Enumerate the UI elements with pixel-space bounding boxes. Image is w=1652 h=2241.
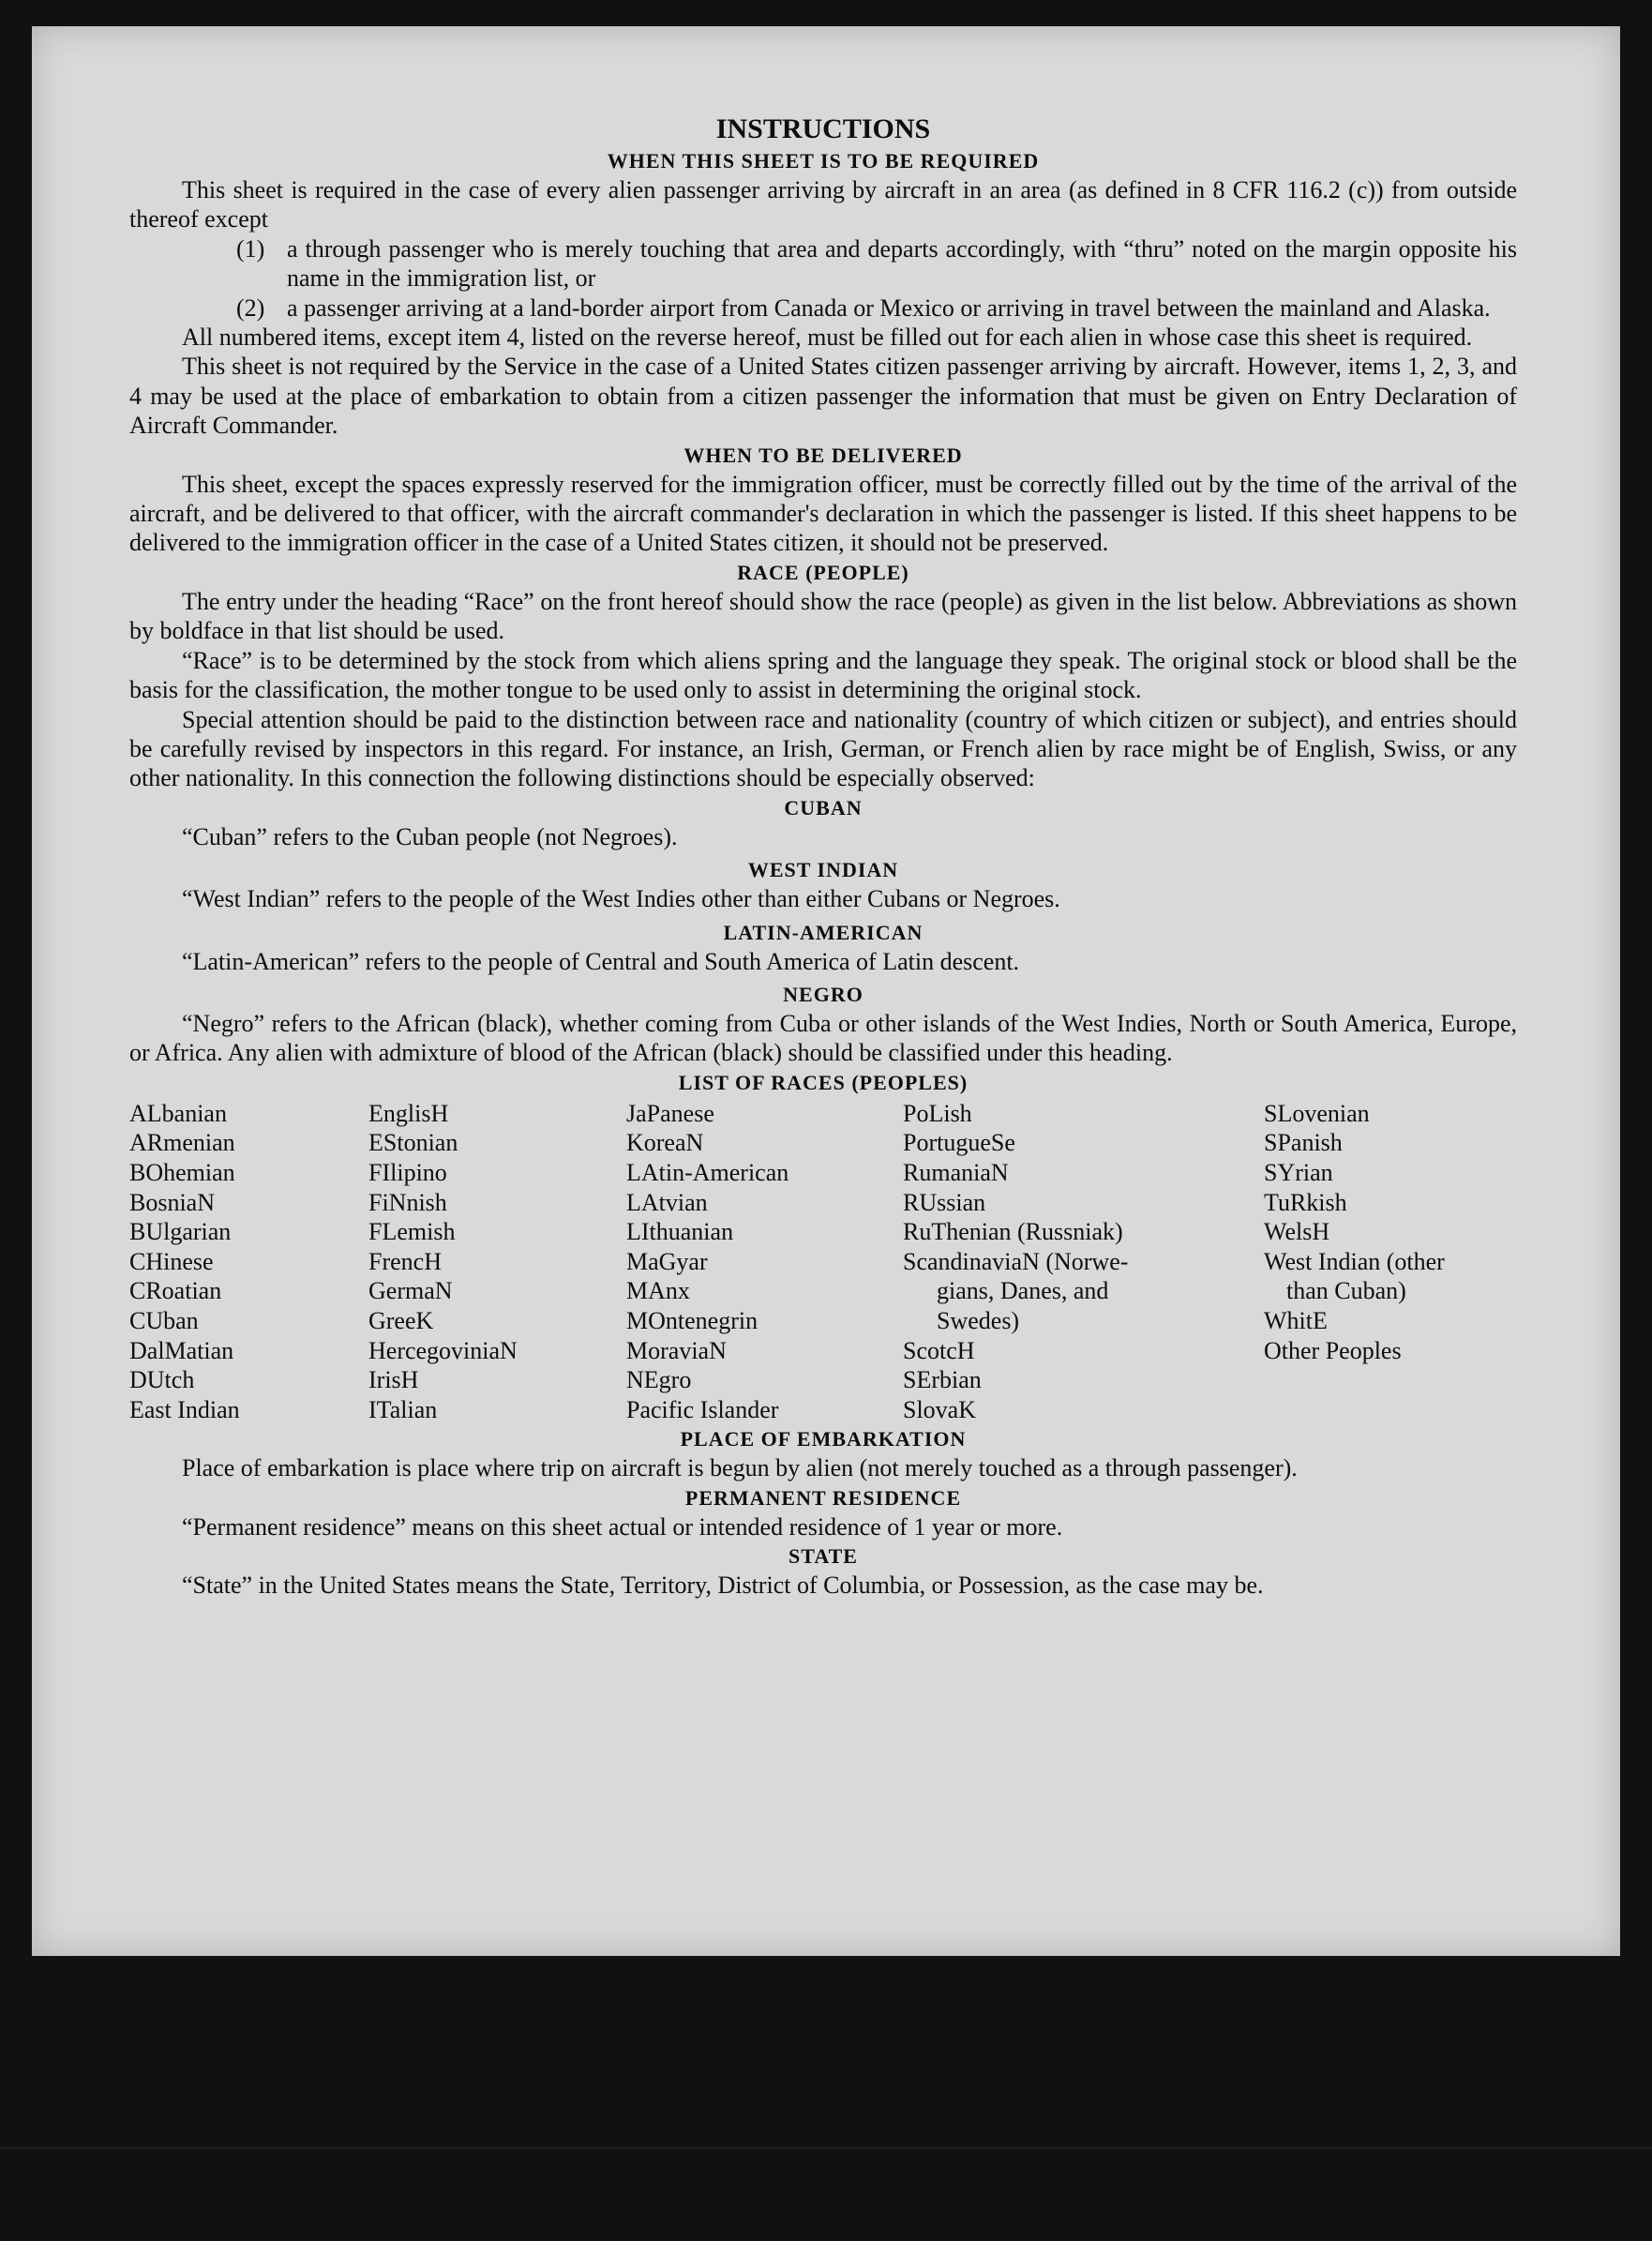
race-entry: KoreaN [626,1129,704,1157]
race-entry: IrisH [368,1366,419,1394]
paragraph-citizen: This sheet is not required by the Service in the case of a United States citizen passenger arriving by aircraft. However, items 1, 2, 3, and 4 may be used at the place of embarkation to obtain from a citizen passenger the information that must be given on Entry Declaration of Aircraft Commander. [129,353,1517,440]
paragraph-negro: “Negro” refers to the African (black), whether coming from Cuba or other islands of the West Indies, North or South America, Europe, or Africa. Any alien with admixture of blood of the African (black) should be classified under this heading. [129,1009,1517,1067]
race-entry-continued: than Cuban) [1286,1277,1406,1305]
race-entry: WelsH [1264,1218,1330,1246]
races-list [129,1099,1517,1425]
exception-text: a passenger arriving at a land-border airport from Canada or Mexico or arriving in travel between the mainland and Alaska. [287,293,1491,322]
race-entry: RUssian [903,1188,986,1216]
heading-latin-american: LATIN-AMERICAN [723,920,924,944]
race-entry: SPanish [1264,1129,1343,1157]
paragraph-race-entry: The entry under the heading “Race” on the front hereof should show the race (people) as given in the list below. Abbreviations as shown by boldface in that list should be used. [129,587,1517,645]
race-entry: ARmenian [129,1129,235,1157]
race-entry: FLemish [368,1218,456,1246]
heading-when-required: WHEN THIS SHEET IS TO BE REQUIRED [607,149,1040,173]
race-entry: WhitE [1264,1306,1328,1334]
race-entry: TuRkish [1264,1188,1347,1216]
race-entry: East Indian [129,1395,240,1423]
heading-embarkation: PLACE OF EMBARKATION [680,1427,967,1451]
race-entry: SLovenian [1264,1099,1370,1127]
heading-negro: NEGRO [783,982,864,1006]
paragraph-west-indian: “West Indian” refers to the people of the West Indies other than either Cubans or Negroes. [182,885,1060,913]
paragraph-cuban: “Cuban” refers to the Cuban people (not Negroes). [182,822,678,850]
race-entry: ScandinaviaN (Norwe- [903,1247,1129,1275]
paragraph-state: “State” in the United States means the State, Territory, District of Columbia, or Possession, as the case may be. [182,1572,1264,1600]
exception-number: (1) [236,234,265,263]
race-entry: FrencH [368,1247,442,1275]
paragraph-numbered-items: All numbered items, except item 4, listed on the reverse hereof, must be filled out for each alien in whose case this sheet is required. [182,323,1473,352]
instructions-content [129,113,1517,1601]
race-entry: LAtvian [626,1188,708,1216]
races-column-4 [903,1099,1264,1425]
race-entry: MoraviaN [626,1336,727,1364]
paragraph-embarkation: Place of embarkation is place where trip on aircraft is begun by alien (not merely touched as a through passenger). [182,1454,1298,1482]
paragraph-race-nationality: Special attention should be paid to the distinction between race and nationality (country of which citizen or subject), and entries should be carefully revised by inspectors in this regard. For instance, an Irish, German, or French alien by race might be of English, Swiss, or any other nationality. In this connection the following distinctions should be especially observed: [129,705,1517,792]
race-entry: MAnx [626,1277,690,1305]
races-column-1 [129,1099,368,1425]
race-entry: SYrian [1264,1158,1333,1186]
race-entry: ScotcH [903,1336,975,1364]
race-entry: NEgro [626,1366,692,1394]
exception-text: a through passenger who is merely touching that area and departs accordingly, with “thru” noted on the margin opposite his name in the immigration list, or [287,234,1517,293]
exception-item [236,234,1517,293]
heading-when-delivered: WHEN TO BE DELIVERED [683,443,963,467]
race-entry: EStonian [368,1129,458,1157]
paragraph-delivery: This sheet, except the spaces expressly reserved for the immigration officer, must be correctly filled out by the time of the arrival of the aircraft, and be delivered to that officer, with the aircraft commander's declaration in which the passenger is listed. If this sheet happens to be delivered to the immigration officer in the case of a United States citizen, it should not be preserved. [129,470,1517,557]
race-entry: PoLish [903,1099,972,1127]
race-entry: MaGyar [626,1247,708,1275]
race-entry: RumaniaN [903,1158,1009,1186]
race-entry: CUban [129,1306,199,1334]
paragraph-latin-american: “Latin-American” refers to the people of Central and South America of Latin descent. [182,947,1020,975]
heading-cuban: CUBAN [784,795,863,820]
race-entry: GermaN [368,1277,453,1305]
race-entry: LAtin-American [626,1158,789,1186]
race-entry: EnglisH [368,1099,449,1127]
race-entry: HercegoviniaN [368,1336,518,1364]
race-entry: PortugueSe [903,1129,1015,1157]
race-entry: DalMatian [129,1336,234,1364]
race-entry: MOntenegrin [626,1306,758,1334]
race-entry: BOhemian [129,1158,235,1186]
document-sheet [32,26,1620,1956]
race-entry: SErbian [903,1366,982,1394]
race-entry: FIlipino [368,1158,447,1186]
race-entry: Other Peoples [1264,1336,1402,1364]
paragraph-race-definition: “Race” is to be determined by the stock from which aliens spring and the language they speak. The original stock or blood shall be the basis for the classification, the mother tongue to be used only to assist in determining the original stock. [129,646,1517,704]
race-entry: CRoatian [129,1277,222,1305]
race-entry: ITalian [368,1395,438,1423]
heading-state: STATE [788,1544,858,1569]
race-entry-continued: Swedes) [937,1306,1020,1334]
race-entry-continued: gians, Danes, and [937,1277,1109,1305]
race-entry: SlovaK [903,1395,976,1423]
heading-list-of-races: LIST OF RACES (PEOPLES) [678,1070,969,1094]
race-entry: RuThenian (Russniak) [903,1218,1123,1246]
races-column-3 [626,1099,903,1425]
race-entry: West Indian (other [1264,1247,1445,1275]
race-entry: JaPanese [626,1099,714,1127]
race-entry: BUlgarian [129,1218,232,1246]
race-entry: ALbanian [129,1099,227,1127]
page-title: INSTRUCTIONS [715,113,931,144]
race-entry: CHinese [129,1247,214,1275]
exception-number: (2) [236,293,265,322]
paragraph-residence: “Permanent residence” means on this sheet actual or intended residence of 1 year or more. [182,1512,1063,1541]
heading-west-indian: WEST INDIAN [747,858,899,882]
race-entry: BosniaN [129,1188,215,1216]
scan-edge-line [0,2147,1652,2149]
race-entry: GreeK [368,1306,434,1334]
heading-residence: PERMANENT RESIDENCE [684,1485,962,1510]
paragraph-required-intro: This sheet is required in the case of every alien passenger arriving by aircraft in an area (as defined in 8 CFR 116.2 (c)) from outside thereof except [129,176,1517,233]
races-column-2 [368,1099,626,1425]
race-entry: Pacific Islander [626,1395,779,1423]
race-entry: LIthuanian [626,1218,734,1246]
heading-race: RACE (PEOPLE) [737,560,909,584]
race-entry: FiNnish [368,1188,447,1216]
races-column-5 [1264,1099,1517,1425]
exception-item [236,293,1517,323]
race-entry: DUtch [129,1366,195,1394]
